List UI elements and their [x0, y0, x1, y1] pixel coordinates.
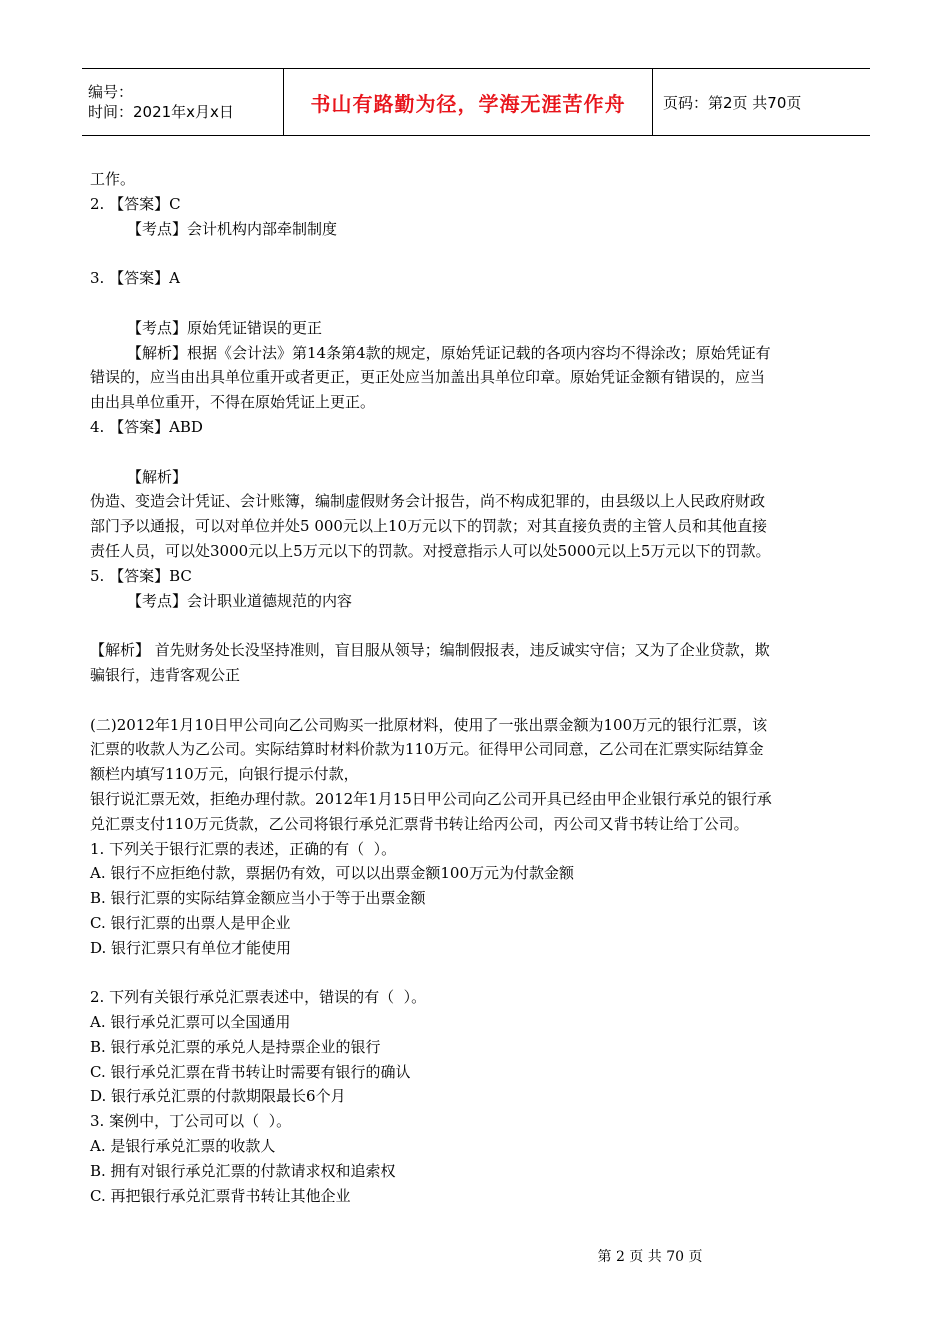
case-paragraph-line: 汇票的收款人为乙公司。实际结算时材料价款为110万元。征得甲公司同意，乙公司在汇票实际结算金: [90, 740, 764, 759]
option-line: C. 银行汇票的出票人是甲企业: [90, 913, 291, 932]
key-point-line: 【考点】会计机构内部牵制制度: [127, 219, 338, 238]
question-line: 1. 下列关于银行汇票的表述，正确的有（ ）。: [90, 839, 397, 858]
analysis-line: 【解析】 首先财务处长没坚持准则，盲目服从领导；编制假报表，违反诚实守信；又为了企业贷款，欺: [90, 641, 770, 660]
key-point-line: 【考点】原始凭证错误的更正: [127, 318, 323, 337]
analysis-line: 骗银行，违背客观公正: [90, 665, 241, 684]
option-line: B. 银行承兑汇票的承兑人是持票企业的银行: [90, 1037, 381, 1056]
question-line: 2. 下列有关银行承兑汇票表述中，错误的有（ ）。: [90, 988, 427, 1007]
option-line: A. 银行不应拒绝付款，票据仍有效，可以以出票金额100万元为付款金额: [90, 864, 575, 883]
document-number: 编号：: [88, 83, 134, 101]
analysis-line: 由出具单位重开，不得在原始凭证上更正。: [90, 393, 376, 412]
case-paragraph-line: (二)2012年1月10日甲公司向乙公司购买一批原材料，使用了一张出票金额为100万元的银行汇票，该: [90, 715, 768, 734]
option-line: B. 银行汇票的实际结算金额应当小于等于出票金额: [90, 889, 426, 908]
option-line: D. 银行汇票只有单位才能使用: [90, 938, 292, 957]
analysis-line: 伪造、变造会计凭证、会计账簿，编制虚假财务会计报告，尚不构成犯罪的，由县级以上人民政府财政: [90, 492, 766, 511]
text-line: 工作。: [90, 170, 136, 188]
analysis-heading: 【解析】: [127, 467, 188, 486]
option-line: A. 银行承兑汇票可以全国通用: [90, 1013, 291, 1032]
header-meta: [82, 69, 283, 135]
option-line: D. 银行承兑汇票的付款期限最长6个月: [90, 1087, 346, 1106]
option-line: A. 是银行承兑汇票的收款人: [90, 1137, 276, 1156]
case-paragraph-line: 兑汇票支付110万元货款，乙公司将银行承兑汇票背书转让给丙公司，丙公司又背书转让给丁公司。: [90, 814, 749, 833]
option-line: C. 再把银行承兑汇票背书转让其他企业: [90, 1186, 351, 1205]
page-header: [82, 68, 870, 136]
page-footer: 第 2 页 共 70 页: [597, 1249, 703, 1265]
case-paragraph-line: 银行说汇票无效，拒绝办理付款。2012年1月15日甲公司向乙公司开具已经由甲企业银行承兑的银行承: [90, 789, 772, 808]
case-paragraph-line: 额栏内填写110万元，向银行提示付款，: [90, 765, 359, 784]
analysis-line: 部门予以通报，可以对单位并处5 000元以上10万元以下的罚款；对其直接负责的主管人员和其他直接: [90, 517, 768, 536]
document-date: 时间：2021年x月x日: [88, 103, 234, 121]
header-motto: 书山有路勤为径，学海无涯苦作舟: [283, 69, 653, 135]
answer-line: 4. 【答案】ABD: [90, 417, 203, 436]
analysis-line: 错误的，应当由出具单位重开或者更正，更正处应当加盖出具单位印章。原始凭证金额有错误的，应当: [90, 368, 766, 387]
option-line: B. 拥有对银行承兑汇票的付款请求权和追索权: [90, 1161, 396, 1180]
answer-line: 3. 【答案】A: [90, 269, 180, 288]
question-line: 3. 案例中，丁公司可以（ ）。: [90, 1112, 292, 1131]
analysis-line: 【解析】根据《会计法》第14条第4款的规定，原始凭证记载的各项内容均不得涂改；原始凭证有: [127, 343, 771, 362]
key-point-line: 【考点】会计职业道德规范的内容: [127, 591, 353, 610]
option-line: C. 银行承兑汇票在背书转让时需要有银行的确认: [90, 1062, 411, 1081]
answer-line: 2. 【答案】C: [90, 194, 181, 213]
analysis-line: 责任人员，可以处3000元以上5万元以下的罚款。对授意指示人可以处5000元以上5万元以下的罚款。: [90, 541, 771, 560]
answer-line: 5. 【答案】BC: [90, 566, 192, 585]
document-body: [90, 167, 862, 1208]
header-page-info: 页码：第2页 共70页: [663, 93, 802, 112]
